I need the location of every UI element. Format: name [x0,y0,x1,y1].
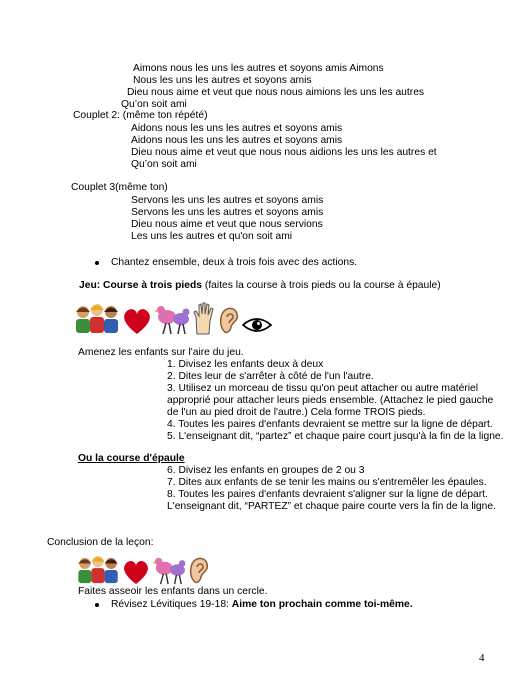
alt-game-step: 8. Toutes les paires d'enfants devraient s'aligner sur la ligne de départ. [167,489,488,500]
game-title-line [79,280,441,292]
song-line: Qu’on soit ami [131,159,197,170]
bullet [95,261,99,265]
alt-game-step: 7. Dites aux enfants de se tenir les mains ou s'entremêler les épaules. [167,477,487,488]
song-line: Servons les uns les autres et soyons amis [131,195,324,206]
ear-icon [188,555,210,585]
conclusion-heading: Conclusion de la leçon: [47,537,154,548]
game-step: approprié pour attacher leurs pieds ensemble. (Attachez le pied gauche [167,395,494,406]
children-group-icon [76,555,120,585]
game-title: Jeu: Course à trois pieds [79,280,203,291]
game-step: 5. L'enseignant dit, “partez” et chaque paire court jusqu'à la fin de la ligne. [167,431,504,442]
walking-bird-icon [152,555,186,585]
game-icon-row [74,301,272,335]
bullet [95,603,99,607]
game-step: 1. Divisez les enfants deux à deux [167,359,324,370]
memory-verse: Aime ton prochain comme toi-même. [231,599,413,610]
walking-bird-icon [154,303,190,335]
song-line: Dieu nous aime et veut que nous servions [131,219,323,230]
song-line: Servons les uns les autres et soyons amis [131,207,324,218]
children-group-icon [74,303,120,335]
couplet3-heading: Couplet 3(même ton) [71,182,168,193]
game-step: 4. Toutes les paires d'enfants devraient se mettre sur la ligne de départ. [167,419,493,430]
eye-icon [242,315,272,335]
song-line: Dieu nous aime et veut que nous nous aimions les uns les autres [127,87,425,98]
heart-icon [122,559,150,585]
game-intro: Amenez les enfants sur l'aire du jeu. [78,347,244,358]
conclusion-text: Faites asseoir les enfants dans un cercle. [78,586,268,597]
conclusion-bullet [111,599,413,611]
song-line: Dieu nous aime et veut que nous nous aidions les uns les autres et [131,147,437,158]
song-line: Les uns les autres et qu'on soit ami [131,231,293,242]
game-step: 3. Utilisez un morceau de tissu qu'on peut attacher ou autre matériel [167,383,479,394]
couplet2-heading: Couplet 2: (même ton répété) [73,110,208,121]
game-step: de l'un au pied droit de l'autre.) Cela forme TROIS pieds. [167,407,426,418]
game-step: 2. Dites leur de s'arrêter à côté de l'un l'autre. [167,371,374,382]
song-instruction: Chantez ensemble, deux à trois fois avec des actions. [111,257,358,268]
hand-icon [192,301,216,335]
ear-icon [218,305,240,335]
alt-game-step: L'enseignant dit, “PARTEZ” et chaque paire courte vers la fin de la ligne. [167,501,496,512]
heart-icon [122,307,152,335]
song-line: Aidons nous les uns les autres et soyons amis [131,123,343,134]
page-number: 4 [479,652,485,664]
song-line: Nous les uns les autres et soyons amis [133,75,312,86]
alt-game-step: 6. Divisez les enfants en groupes de 2 ou 3 [167,465,365,476]
alt-game-title: Ou la course d'épaule [78,453,185,464]
conclusion-bullet-prefix: Révisez Lévitiques 19-18: [111,599,232,610]
song-line: Qu’on soit ami [121,99,187,110]
conclusion-icon-row [76,553,210,585]
song-line: Aidons nous les uns les autres et soyons amis [131,135,343,146]
game-subtitle: (faites la course à trois pieds ou la course à épaule) [202,280,441,291]
song-line: Aimons nous les uns les autres et soyons amis Aimons [133,63,384,74]
